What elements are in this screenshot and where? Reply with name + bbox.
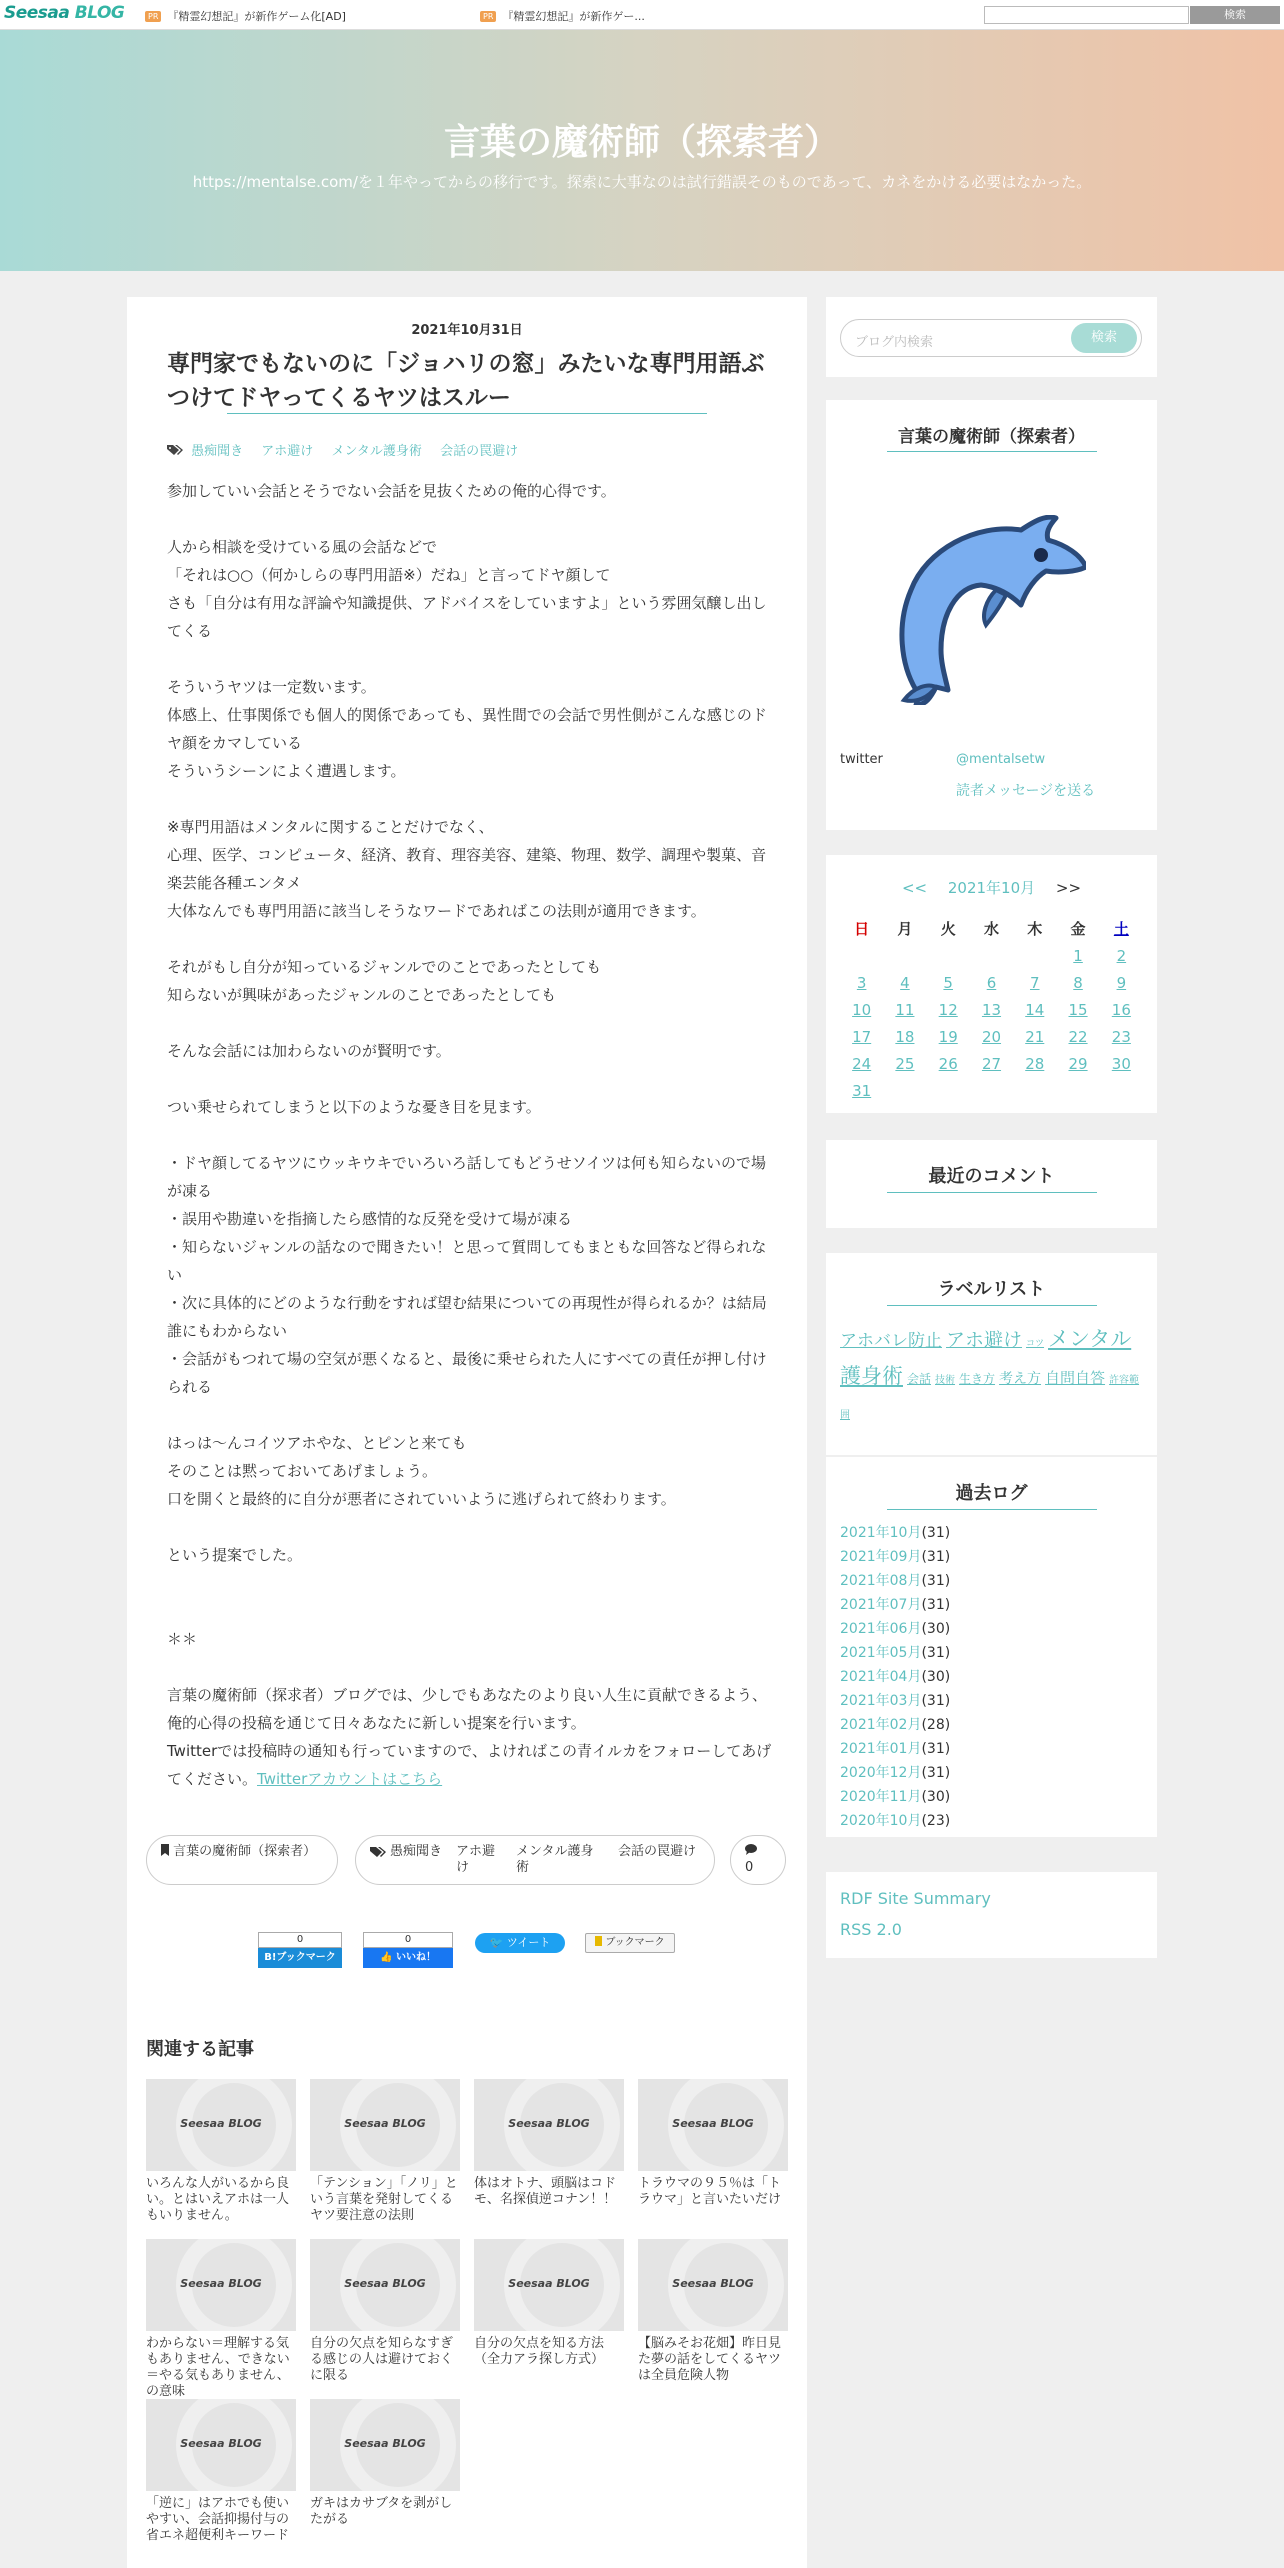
calendar-day[interactable]: 30 (1111, 1054, 1131, 1073)
calendar-day (927, 1077, 970, 1104)
calendar-day[interactable]: 17 (852, 1027, 872, 1046)
archive-widget (826, 1457, 1157, 1837)
calendar-day (883, 942, 926, 969)
archive-item[interactable]: 2021年02月(28) (840, 1717, 951, 1733)
calendar-day[interactable]: 24 (852, 1054, 872, 1073)
label-link[interactable]: 自問自答 (1045, 1369, 1106, 1387)
related-article[interactable] (146, 2079, 298, 2224)
related-article[interactable] (310, 2399, 462, 2528)
recent-comments-title: 最近のコメント (928, 1166, 1055, 1187)
archive-item[interactable]: 2021年01月(31) (840, 1741, 951, 1757)
related-thumbnail[interactable]: Seesaa BLOG (310, 2399, 460, 2491)
archive-item[interactable]: 2021年03月(31) (840, 1693, 951, 1709)
tweet-button[interactable]: 🐦 ツイート (475, 1933, 565, 1953)
related-thumbnail[interactable]: Seesaa BLOG (146, 2399, 296, 2491)
related-article[interactable] (146, 2239, 298, 2400)
calendar-day (1013, 1077, 1056, 1104)
calendar-day[interactable]: 15 (1068, 1000, 1088, 1019)
post-tags (167, 440, 532, 459)
profile-widget (826, 400, 1157, 830)
calendar-table (840, 915, 1143, 1104)
calendar-day[interactable]: 2 (1116, 946, 1127, 965)
related-article[interactable] (146, 2399, 298, 2544)
label-link[interactable]: 技術 (935, 1375, 956, 1386)
calendar-weekday: 土 (1113, 920, 1129, 938)
calendar-day[interactable]: 7 (1029, 973, 1040, 992)
calendar-day[interactable]: 14 (1025, 1000, 1045, 1019)
tag-link[interactable]: 愚痴聞き (390, 1844, 443, 1859)
calendar-day (970, 942, 1013, 969)
comments-pill[interactable]: 0 (730, 1835, 786, 1885)
sidebar-search (826, 297, 1157, 377)
blog-search-button[interactable]: 検索 (1071, 323, 1137, 353)
related-thumbnail[interactable]: Seesaa BLOG (310, 2239, 460, 2331)
calendar-day[interactable]: 1 (1073, 946, 1083, 965)
tag-link[interactable]: メンタル護身術 (331, 444, 422, 459)
facebook-like[interactable]: 0 👍 いいね！ (363, 1932, 453, 1968)
tag-link[interactable]: 会話の罠避け (618, 1844, 697, 1859)
related-title[interactable]: ガキはカサブタを剥がしたがる (310, 2496, 453, 2527)
calendar-next[interactable]: >> (1055, 879, 1082, 897)
rdf-feed-link[interactable]: RDF Site Summary (840, 1889, 991, 1908)
twitter-account-link[interactable]: Twitterアカウントはこちら (257, 1770, 443, 1788)
related-title[interactable]: わからない＝理解する気もありません、できない＝やる気もありません、の意味 (146, 2336, 290, 2399)
related-title[interactable]: 【脳みそお花畑】昨日見た夢の話をしてくるヤツは全員危険人物 (638, 2336, 782, 2383)
related-thumbnail[interactable]: Seesaa BLOG (310, 2079, 460, 2171)
calendar-month[interactable]: 2021年10月 (947, 879, 1036, 897)
calendar-day[interactable]: 6 (986, 973, 997, 992)
calendar-day (1056, 1077, 1099, 1104)
calendar-weekday: 月 (897, 920, 913, 938)
calendar-day (1013, 942, 1056, 969)
archive-item[interactable]: 2021年08月(31) (840, 1573, 951, 1589)
post-tags-pill (355, 1835, 715, 1885)
archive-item[interactable]: 2020年12月(31) (840, 1765, 951, 1781)
twitter-label: twitter (840, 752, 883, 767)
calendar-day[interactable]: 18 (895, 1027, 915, 1046)
top-bar (0, 0, 1284, 30)
related-article[interactable] (638, 2079, 790, 2208)
calendar-day[interactable]: 31 (852, 1081, 872, 1100)
related-title[interactable]: 「逆に」はアホでも使いやすい、会話抑揚付与の省エネ超便利キーワード (146, 2496, 290, 2543)
tags-icon (167, 444, 183, 456)
related-title[interactable]: 自分の欠点を知らなすぎる感じの人は避けておくに限る (310, 2336, 454, 2383)
label-link[interactable]: 許容範囲 (840, 1375, 1140, 1421)
calendar-day[interactable]: 23 (1111, 1027, 1131, 1046)
calendar-weekday: 日 (854, 920, 870, 938)
title-divider (227, 413, 707, 414)
label-link[interactable]: 考え方 (999, 1371, 1042, 1387)
related-thumbnail[interactable]: Seesaa BLOG (474, 2239, 624, 2331)
hatena-share[interactable]: 0 B!ブックマーク (258, 1932, 342, 1968)
archive-title: 過去ログ (955, 1483, 1028, 1504)
tag-link[interactable]: アホ避け (456, 1844, 496, 1875)
calendar-day[interactable]: 8 (1073, 973, 1083, 992)
calendar-day (840, 942, 883, 969)
calendar-day[interactable]: 21 (1025, 1027, 1045, 1046)
archive-item[interactable]: 2020年10月(23) (840, 1813, 951, 1829)
calendar-weekday: 火 (940, 920, 956, 938)
calendar-day[interactable]: 16 (1111, 1000, 1131, 1019)
ad-link[interactable]: PR 『精霊幻想記』が新作ゲーム化[AD] (145, 8, 346, 24)
archive-item[interactable]: 2021年06月(30) (840, 1621, 951, 1637)
site-description: https://mentalse.com/を１年やってからの移行です。探索に大事なのは試行錯誤そのものであって、カネをかける必要はなかった。 (192, 173, 1092, 191)
bookmark-icon (161, 1844, 169, 1856)
post-date: 2021年10月31日 (411, 323, 523, 338)
label-link[interactable]: アホ避け (946, 1329, 1023, 1351)
rss-feed-link[interactable]: RSS 2.0 (840, 1920, 902, 1939)
twitter-handle-link[interactable]: @mentalsetw (956, 752, 1046, 767)
label-link[interactable]: 生き方 (959, 1372, 996, 1386)
calendar-day[interactable]: 11 (895, 1000, 915, 1019)
calendar-widget (826, 855, 1157, 1113)
label-cloud (840, 1323, 1145, 1432)
related-title[interactable]: いろんな人がいるから良い。とはいえアホは一人もいりません。 (146, 2176, 290, 2223)
label-link[interactable]: コツ (1026, 1339, 1045, 1349)
archive-item[interactable]: 2021年07月(31) (840, 1597, 951, 1613)
tag-link[interactable]: 会話の罠避け (440, 444, 519, 459)
calendar-day[interactable]: 13 (981, 1000, 1002, 1019)
label-link[interactable]: 会話 (907, 1372, 932, 1386)
thumbs-up-icon: 👍 (380, 1952, 396, 1963)
calendar-day[interactable]: 22 (1068, 1027, 1088, 1046)
post-body: 参加していい会話とそうでない会話を見抜くための俺的心得です。 人から相談を受けている風の会話などで 「それは○○（何かしらの専門用語※）だね」と言ってドヤ顔して さも「自分は有用な評論や知識提供、アドバイスをしていますよ」という雰囲気醸し出してくる そういうヤツは一定数います。 体感上、仕事関係でも個人的関係であっても、異性間での会話で男性側がこんな感じのドヤ顔をカマしている そういうシーンによく遭遇します。 ※専門用語はメンタルに関することだけでなく、 心理、医学、コンピュータ、経済、教育、理容美容、建築、物理、数学、調理や製菓、音楽芸能各種エンタメ 大体なんでも専門用語に該当しそうなワードであればこの法則が適用できます。 それがもし自分が知っているジャンルでのことであったとしても 知らないが興味があったジャンルのことであったとしても そんな会話には加わらないのが賢明です。 つい乗せられてしまうと以下のような憂き目を見ます。 ・ドヤ顔してるヤツにウッキウキでいろいろ話してもどうせソイツは何も知らないので場が凍る ・誤用や勘違いを指摘したら感情的な反発を受けて場が凍る ・知らないジャンルの話なので聞きたい！と思って質問してもまともな回答など得られない ・次に具体的にどのような行動をすれば望む結果についての再現性が得られるか？は結局誰にもわからない ・会話がもつれて場の空気が悪くなると、最後に乗せられた人にすべての責任が押し付けられる はっは～んコイツアホやな、とピンと来ても そのことは黙っておいてあげましょう。 口を開くと最終的に自分が悪者にされていいように逃げられて終わります。 という提案でした。 ＊＊ 言葉の魔術師（探求者）ブログでは、少しでもあなたのより良い人生に貢献できるよう、俺的心得の投稿を通じて日々あなたに新しい提案を行います。 Twitterでは投稿時の通知も行っていますので、よければこの青イルカをフォローしてあげてください。Twitterアカウントはこちら (167, 482, 772, 1788)
blog-search-input[interactable]: ブログ内検索 検索 (840, 319, 1142, 357)
post-author-pill[interactable]: 言葉の魔術師（探索者） (146, 1835, 338, 1885)
feeds-widget (826, 1872, 1157, 1958)
archive-item[interactable]: 2021年09月(31) (840, 1549, 951, 1565)
related-thumbnail[interactable]: Seesaa BLOG (638, 2079, 788, 2171)
tags-icon (370, 1846, 386, 1858)
calendar-day (883, 1077, 926, 1104)
archive-item[interactable]: 2021年04月(30) (840, 1669, 951, 1685)
comment-icon (745, 1844, 757, 1855)
related-title[interactable]: 自分の欠点を知る方法（全力アラ探し方式） (474, 2336, 605, 2367)
top-search-button[interactable]: 検索 (1190, 6, 1280, 24)
label-link[interactable]: アホバレ防止 (840, 1331, 942, 1351)
recent-comments-widget (826, 1140, 1157, 1228)
article (127, 297, 807, 2568)
tag-link[interactable]: アホ避け (261, 444, 314, 459)
blog-header (0, 30, 1284, 271)
calendar-day[interactable]: 25 (895, 1054, 915, 1073)
calendar-day[interactable]: 3 (856, 973, 867, 992)
related-heading: 関連する記事 (146, 2039, 254, 2060)
post-title[interactable]: 専門家でもないのに「ジョハリの窓」みたいな専門用語ぶつけてドヤってくるヤツはスルー (167, 351, 765, 411)
related-article[interactable] (310, 2079, 462, 2224)
archive-item[interactable]: 2020年11月(30) (840, 1789, 951, 1805)
calendar-weekday: 金 (1070, 920, 1086, 938)
calendar-day[interactable]: 9 (1116, 973, 1127, 992)
calendar-weekday: 木 (1027, 920, 1043, 938)
calendar-day[interactable]: 4 (900, 973, 910, 992)
calendar-day[interactable]: 29 (1068, 1054, 1088, 1073)
related-title[interactable]: 「テンション」「ノリ」という言葉を発射してくるヤツ要注意の法則 (310, 2176, 458, 2223)
calendar-prev[interactable]: << (901, 879, 928, 897)
reader-message-link[interactable]: 読者メッセージを送る (956, 783, 1096, 799)
related-article[interactable] (474, 2239, 626, 2368)
related-title[interactable]: 体はオトナ、頭脳はコドモ、名探偵逆コナン！！ (474, 2176, 617, 2207)
calendar-day[interactable]: 10 (852, 1000, 872, 1019)
calendar-day (1100, 1077, 1143, 1104)
labels-title: ラベルリスト (937, 1279, 1046, 1300)
calendar-day[interactable]: 27 (981, 1054, 1002, 1073)
calendar-day[interactable]: 5 (943, 973, 953, 992)
related-thumbnail[interactable]: Seesaa BLOG (474, 2079, 624, 2171)
label-link[interactable]: メンタル護身術 (840, 1327, 1132, 1388)
calendar-day[interactable]: 12 (938, 1000, 958, 1019)
profile-title: 言葉の魔術師（探索者） (898, 427, 1085, 447)
calendar-day[interactable]: 28 (1025, 1054, 1045, 1073)
calendar-day (927, 942, 970, 969)
related-title[interactable]: トラウマの９５％は「トラウマ」と言いたいだけ (638, 2176, 782, 2207)
hatena-icon (595, 1936, 602, 1946)
site-title[interactable]: 言葉の魔術師（探索者） (443, 122, 840, 163)
tag-link[interactable]: メンタル護身術 (516, 1844, 594, 1875)
calendar-day[interactable]: 20 (981, 1027, 1002, 1046)
related-article[interactable] (310, 2239, 462, 2384)
calendar-day[interactable]: 26 (938, 1054, 958, 1073)
related-article[interactable] (638, 2239, 790, 2384)
seesaa-logo[interactable]: Seesaa BLOG (4, 3, 125, 23)
archive-item[interactable]: 2021年10月(31) (840, 1525, 951, 1541)
dolphin-avatar (886, 515, 1086, 705)
related-thumbnail[interactable]: Seesaa BLOG (638, 2239, 788, 2331)
related-article[interactable] (474, 2079, 626, 2208)
top-search-input[interactable] (984, 6, 1189, 24)
calendar-day (970, 1077, 1013, 1104)
archive-item[interactable]: 2021年05月(31) (840, 1645, 951, 1661)
related-thumbnail[interactable]: Seesaa BLOG (146, 2079, 296, 2171)
related-thumbnail[interactable]: Seesaa BLOG (146, 2239, 296, 2331)
calendar-weekday: 水 (983, 920, 999, 938)
calendar-day[interactable]: 19 (938, 1027, 958, 1046)
labels-widget (826, 1253, 1157, 1455)
ad-link[interactable]: PR 『精霊幻想記』が新作ゲー... (480, 8, 645, 24)
tag-link[interactable]: 愚痴聞き (191, 444, 244, 459)
hatena-bookmark-button[interactable]: ブックマーク (585, 1933, 675, 1953)
twitter-bird-icon: 🐦 (489, 1936, 504, 1949)
